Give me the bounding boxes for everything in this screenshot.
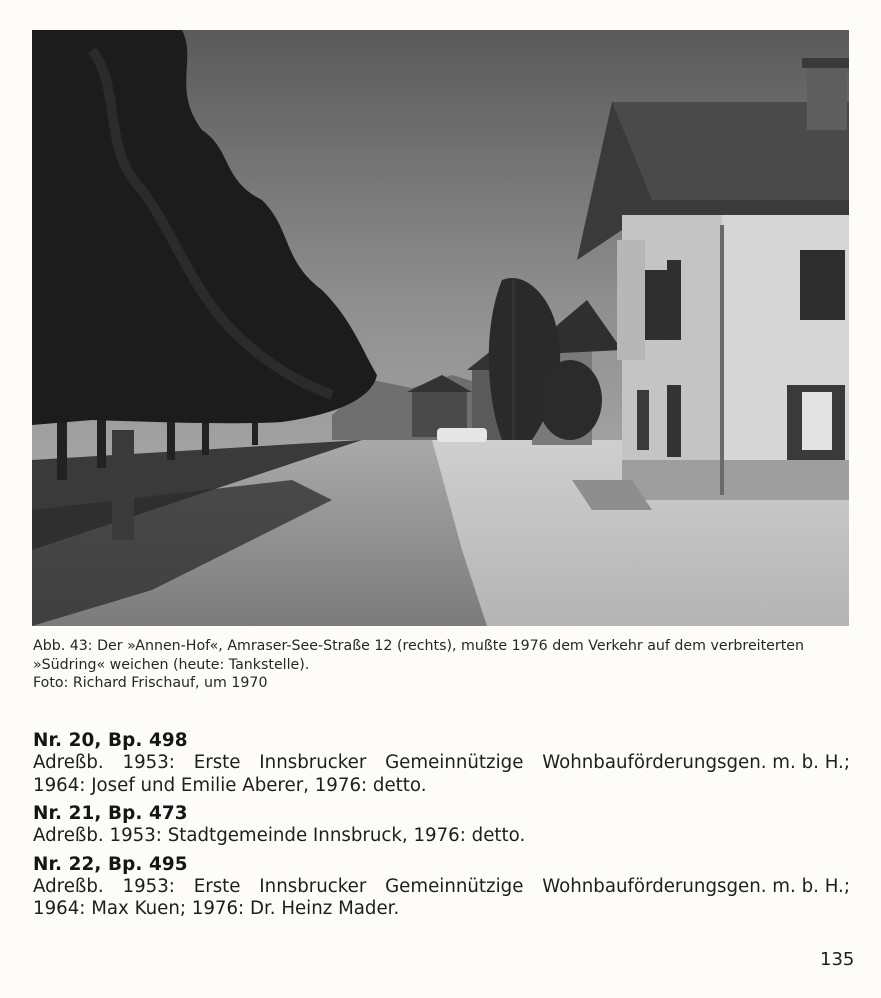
entry-line-2: 1964: Josef und Emilie Aberer, 1976: detto. xyxy=(33,774,427,796)
entry-line-1 xyxy=(33,876,850,899)
entry-word: Wohnbauförderungsgen. m. b. H.; xyxy=(542,752,850,773)
entry-word: Innsbrucker xyxy=(259,875,367,897)
entry-word: Erste xyxy=(193,752,241,773)
pedestrian xyxy=(112,430,134,540)
photo-illustration xyxy=(32,30,849,626)
caption-line-2: »Südring« weichen (heute: Tankstelle). xyxy=(33,656,310,673)
entry-word: 1953: xyxy=(122,752,175,773)
entry-word: Innsbrucker xyxy=(259,752,367,773)
caption-line-3: Foto: Richard Frischauf, um 1970 xyxy=(33,675,268,691)
entry-line-1: Adreßb. 1953: Stadtgemeinde Innsbruck, 1976: detto. xyxy=(33,825,526,846)
car xyxy=(437,428,487,442)
entry-word: Gemeinnützige xyxy=(385,875,524,897)
street-photograph xyxy=(32,30,849,626)
caption-line-1: Abb. 43: Der »Annen-Hof«, Amraser-See-Straße 12 (rechts), mußte 1976 dem Verkehr auf dem verbreiterten xyxy=(33,638,805,654)
photo-caption xyxy=(33,637,863,693)
entries-list xyxy=(33,730,863,927)
entry-word: 1953: xyxy=(122,875,175,897)
entry-word: Erste xyxy=(193,875,241,897)
entry-heading: Nr. 22, Bp. 495 xyxy=(33,853,188,875)
entry-nr-22 xyxy=(33,854,863,921)
entry-nr-20 xyxy=(33,730,863,797)
entry-heading: Nr. 20, Bp. 498 xyxy=(33,730,188,751)
entry-line-2: 1964: Max Kuen; 1976: Dr. Heinz Mader. xyxy=(33,898,400,919)
entry-word: Adreßb. xyxy=(33,752,104,773)
entry-word: Gemeinnützige xyxy=(385,752,524,773)
bush xyxy=(538,360,602,440)
entry-word: Adreßb. xyxy=(33,875,104,897)
page-number: 135 xyxy=(820,949,855,970)
entry-line-1 xyxy=(33,752,850,775)
lamp-post xyxy=(512,280,515,440)
entry-nr-21 xyxy=(33,803,863,848)
entry-word: Wohnbauförderungsgen. m. b. H.; xyxy=(542,875,850,897)
entry-heading: Nr. 21, Bp. 473 xyxy=(33,803,188,824)
